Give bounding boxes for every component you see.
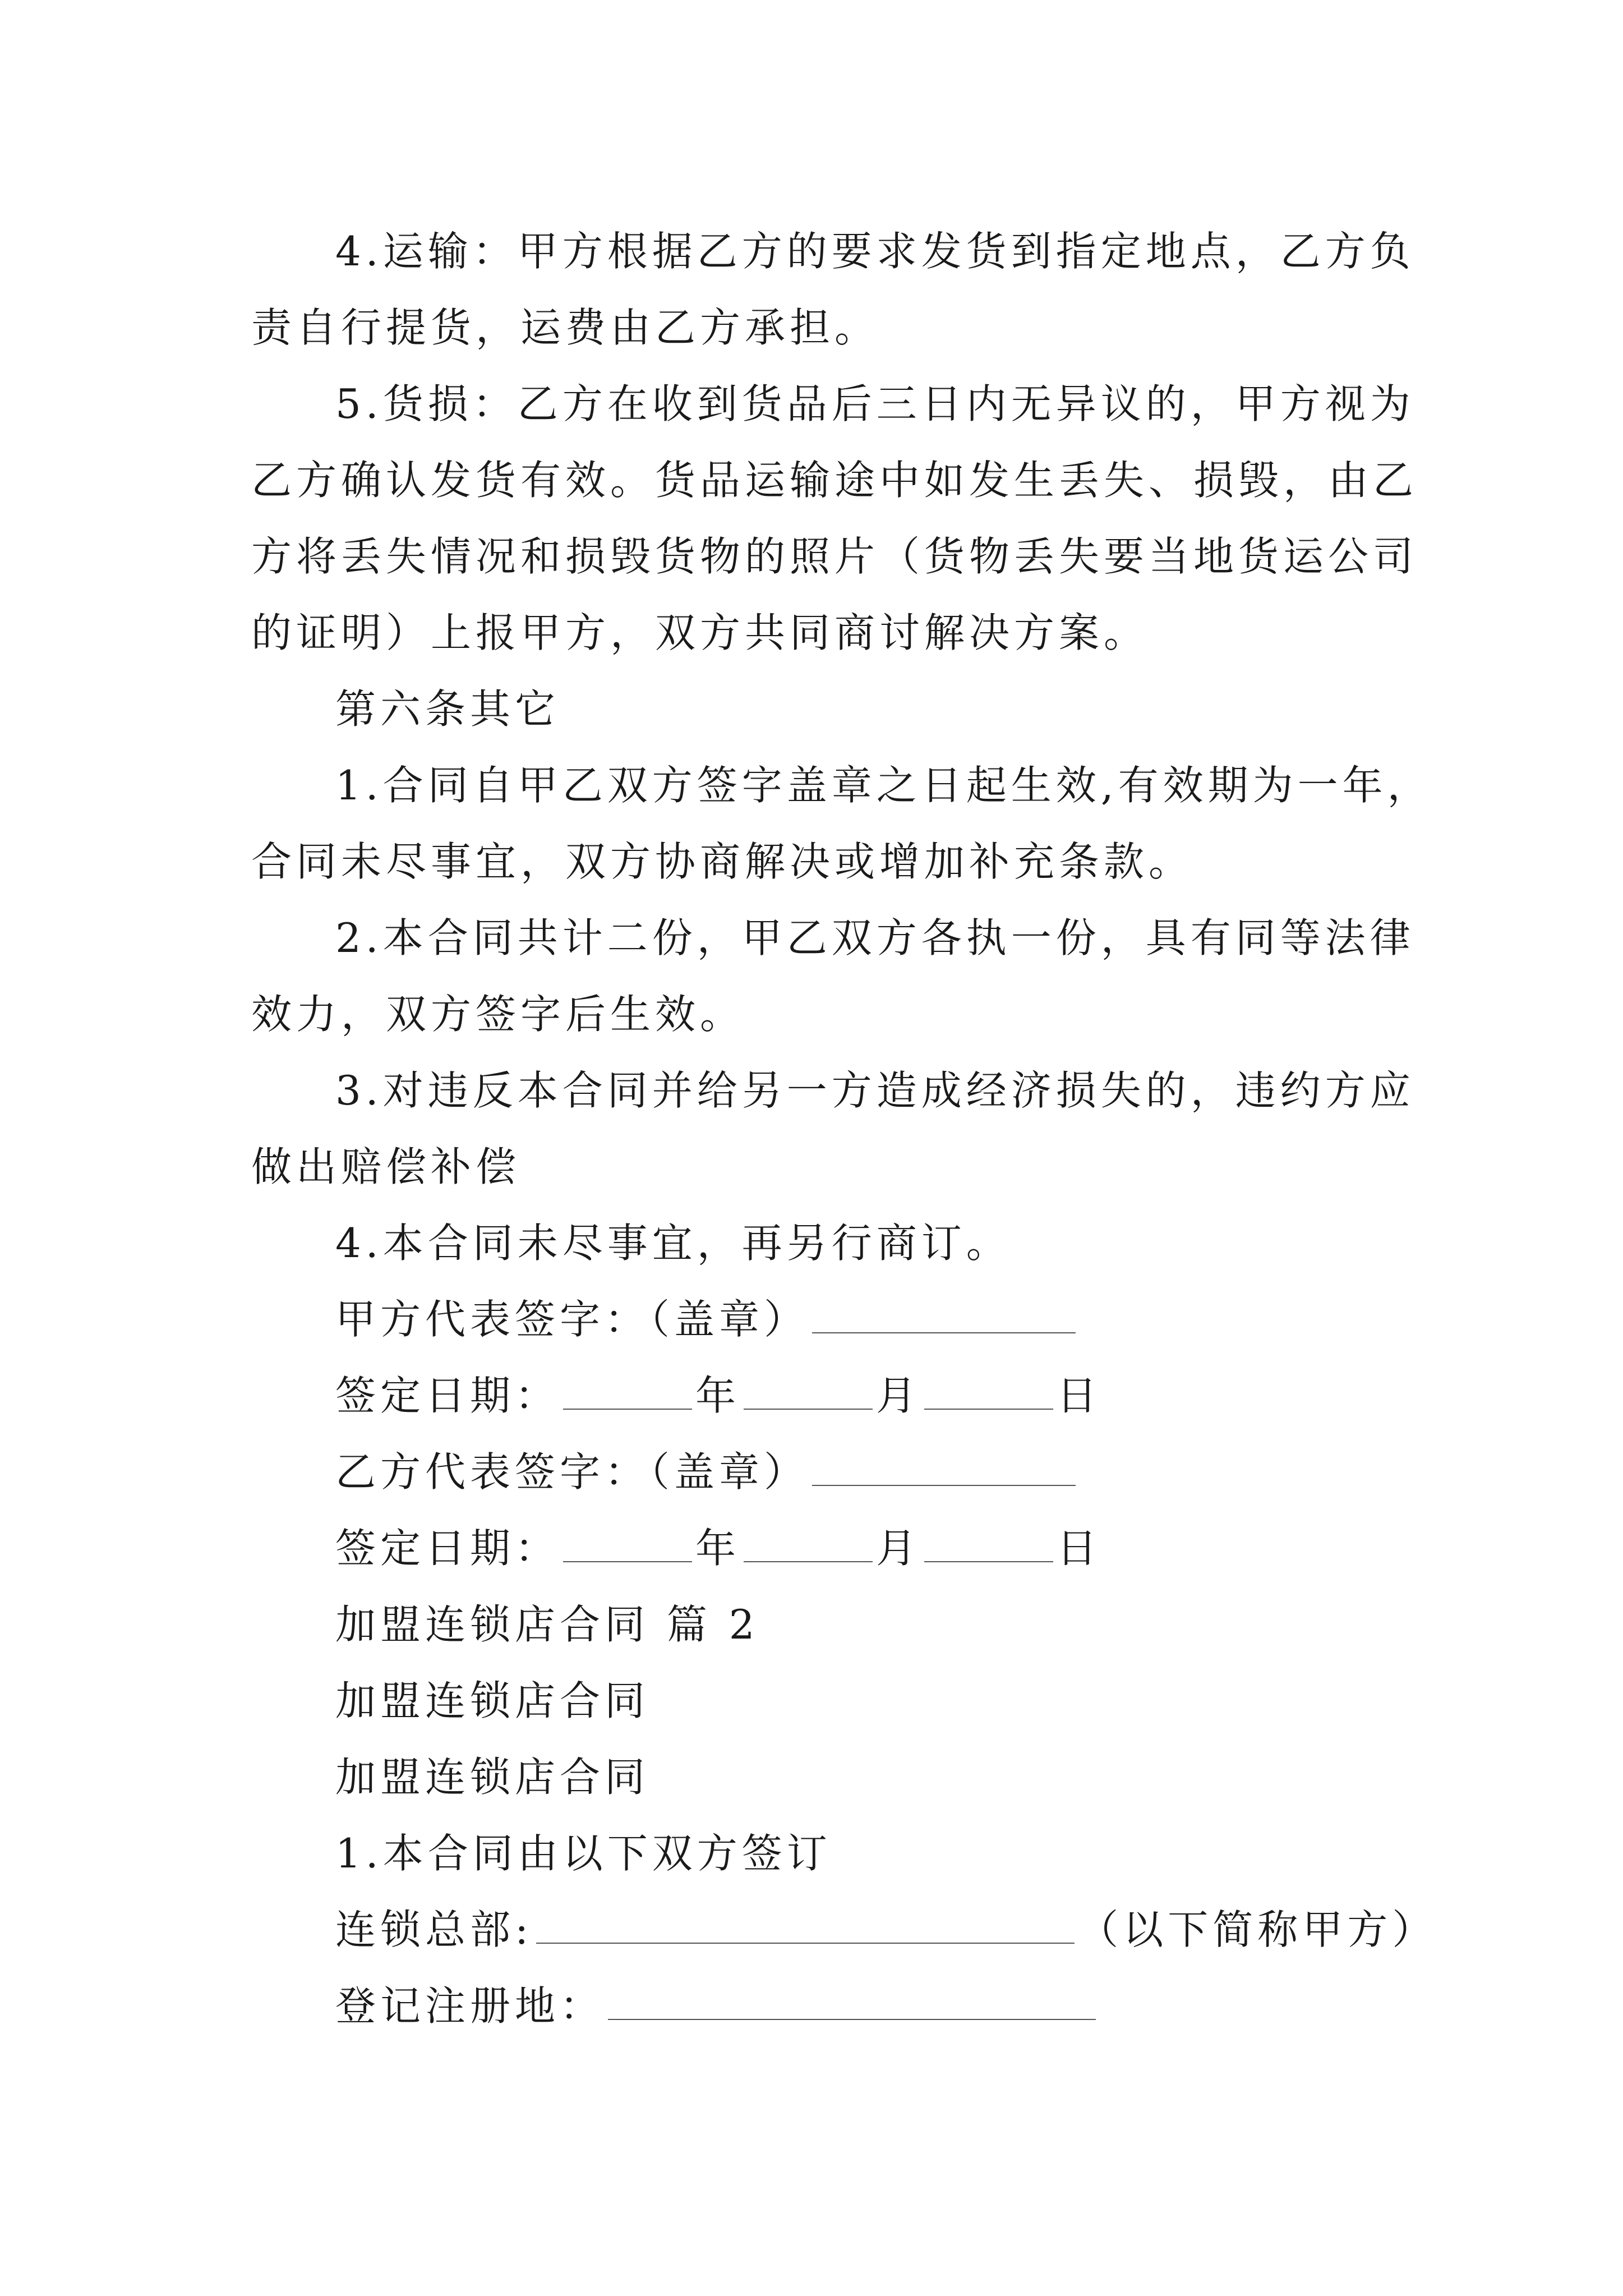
year-label: 年: [695, 1372, 741, 1419]
article6-item2-line2: 效力，双方签字后生效。: [251, 991, 745, 1038]
day-label: 日: [1057, 1372, 1102, 1419]
item4-line1: 4.运输：甲方根据乙方的要求发货到指定地点，乙方负: [335, 228, 1415, 275]
year-blank[interactable]: [563, 1375, 692, 1410]
sign-date-label: 签定日期：: [335, 1372, 560, 1419]
section-heading: 加盟连锁店合同 篇 2: [335, 1601, 759, 1648]
party-b-signature-label: 乙方代表签字：（盖章）: [335, 1448, 809, 1496]
month-blank[interactable]: [744, 1527, 873, 1562]
item5-line2: 乙方确认发货有效。货品运输途中如发生丢失、损毁，由乙: [251, 457, 1418, 504]
item4-line2: 责自行提货，运费由乙方承担。: [251, 304, 880, 351]
registration-label: 登记注册地：: [335, 1982, 605, 2030]
article6-item1-line1: 1.合同自甲乙双方签字盖章之日起生效,有效期为一年，: [335, 762, 1432, 809]
day-label: 日: [1057, 1525, 1102, 1572]
headquarters-row: [251, 1892, 1437, 1968]
party-b-signature-row: [251, 1434, 1384, 1510]
clause-1: 1.本合同由以下双方签订: [335, 1830, 832, 1877]
article6-item1-line2: 合同未尽事宜，双方协商解决或增加补充条款。: [251, 838, 1194, 885]
item5-line4: 的证明）上报甲方，双方共同商讨解决方案。: [251, 609, 1149, 656]
headquarters-blank[interactable]: [536, 1909, 1075, 1944]
party-a-date-row: [251, 1358, 1384, 1434]
party-a-signature-row: [251, 1281, 1384, 1358]
article6-item3-line1: 3.对违反本合同并给另一方造成经济损失的，违约方应: [335, 1067, 1415, 1114]
article6-item3-line2: 做出赔偿补偿: [251, 1143, 521, 1190]
contract-title-2: 加盟连锁店合同: [335, 1754, 650, 1801]
day-blank[interactable]: [924, 1527, 1053, 1562]
year-blank[interactable]: [563, 1527, 692, 1562]
item5-line1: 5.货损：乙方在收到货品后三日内无异议的，甲方视为: [335, 380, 1415, 427]
month-label: 月: [876, 1372, 921, 1419]
month-label: 月: [876, 1525, 921, 1572]
party-b-signature-blank[interactable]: [812, 1451, 1076, 1486]
item5-line3: 方将丢失情况和损毁货物的照片（货物丢失要当地货运公司: [251, 533, 1418, 580]
registration-row: [251, 1968, 1384, 2044]
party-a-signature-label: 甲方代表签字：（盖章）: [335, 1296, 809, 1343]
registration-blank[interactable]: [608, 1985, 1096, 2020]
document-body: [251, 213, 1437, 2044]
headquarters-label: 连锁总部:: [335, 1906, 533, 1953]
party-b-date-row: [251, 1510, 1384, 1586]
sign-date-label: 签定日期：: [335, 1525, 560, 1572]
article6-item4: 4.本合同未尽事宜，再另行商订。: [335, 1220, 1011, 1267]
contract-title-1: 加盟连锁店合同: [335, 1677, 650, 1724]
day-blank[interactable]: [924, 1375, 1053, 1410]
headquarters-suffix: （以下简称甲方）: [1078, 1906, 1437, 1953]
article6-title: 第六条其它: [335, 685, 560, 733]
month-blank[interactable]: [744, 1375, 873, 1410]
party-a-signature-blank[interactable]: [812, 1299, 1076, 1333]
year-label: 年: [695, 1525, 741, 1572]
article6-item2-line1: 2.本合同共计二份，甲乙双方各执一份，具有同等法律: [335, 914, 1415, 961]
